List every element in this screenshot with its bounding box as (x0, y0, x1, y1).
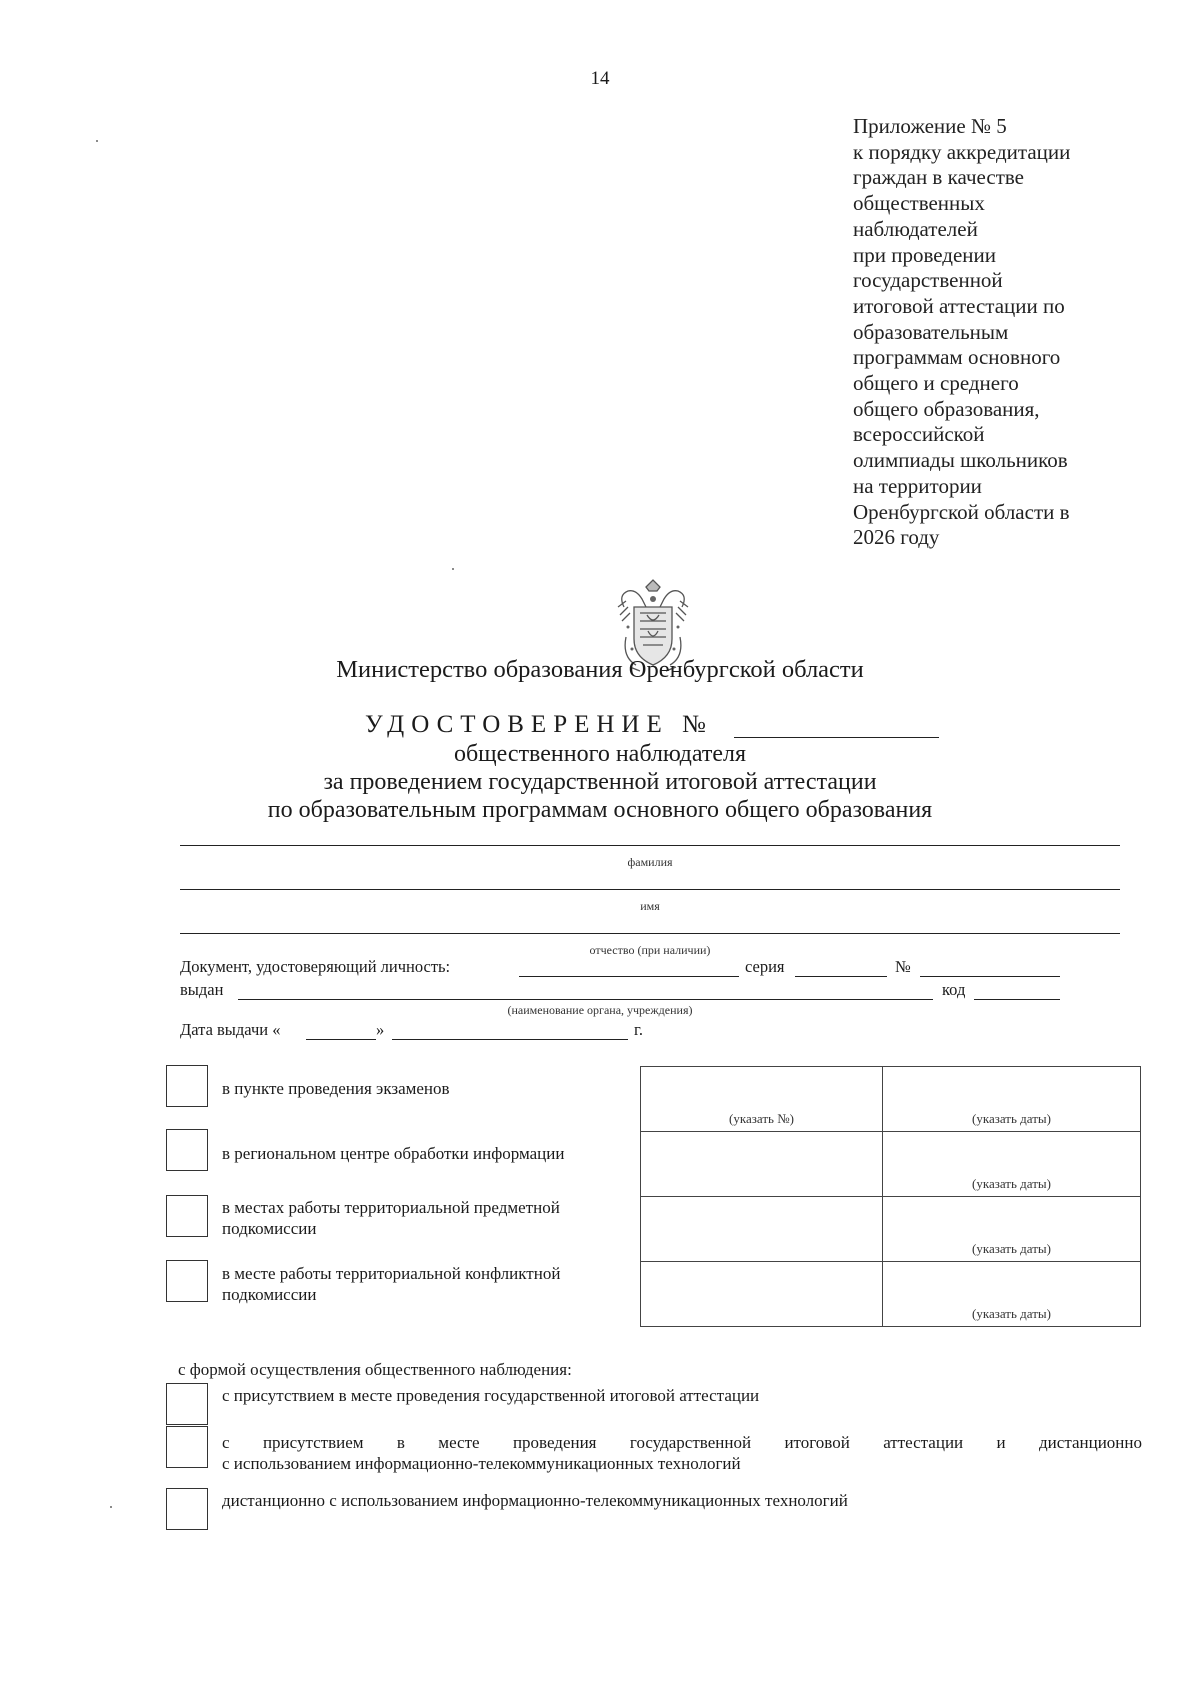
table-row (641, 1067, 1141, 1132)
dates-cell[interactable] (883, 1067, 1141, 1132)
observation-mode-checkbox[interactable] (166, 1488, 208, 1530)
page-number: 14 (590, 68, 610, 89)
location-checkbox[interactable] (166, 1260, 208, 1302)
dates-caption: (указать даты) (972, 1176, 1051, 1191)
appendix-line: всероссийской (853, 422, 985, 447)
document-number-field[interactable] (920, 976, 1060, 977)
dates-caption: (указать даты) (972, 1306, 1051, 1321)
location-label: в местах работы территориальной предметной подкомиссии (222, 1198, 560, 1238)
appendix-line: к порядку аккредитации (853, 139, 1071, 164)
document-label: Документ, удостоверяющий личность: (180, 957, 451, 976)
appendix-line: общего образования, (853, 396, 1040, 421)
appendix-line: общественных (853, 191, 985, 216)
name-field[interactable] (180, 889, 1120, 890)
issue-date-close: » (376, 1020, 385, 1039)
table-row (641, 1197, 1141, 1262)
observation-form-label: с формой осуществления общественного наблюдения: (178, 1360, 572, 1379)
certificate-number-field[interactable] (734, 737, 939, 738)
dates-cell[interactable] (883, 1197, 1141, 1262)
appendix-line: на территории (853, 473, 982, 498)
number-cell[interactable] (641, 1132, 883, 1197)
certificate-title: УДОСТОВЕРЕНИЕ № (365, 711, 713, 738)
location-checkbox[interactable] (166, 1129, 208, 1171)
observation-mode-label: дистанционно с использованием информационно-телекоммуникационных технологий (222, 1491, 848, 1510)
location-label: в региональном центре обработки информации (222, 1144, 565, 1163)
dates-cell[interactable] (883, 1132, 1141, 1197)
surname-field[interactable] (180, 845, 1120, 846)
dates-cell[interactable] (883, 1262, 1141, 1327)
dates-caption: (указать даты) (972, 1241, 1051, 1256)
scan-speck (96, 140, 98, 142)
year-suffix: г. (634, 1020, 644, 1039)
location-checkbox[interactable] (166, 1065, 208, 1107)
location-label: в месте работы территориальной конфликтной подкомиссии (222, 1264, 561, 1304)
appendix-line: при проведении (853, 242, 997, 267)
observation-mode-label: с присутствием в месте проведения государственной итоговой аттестации (222, 1386, 760, 1405)
issued-label: выдан (180, 980, 224, 999)
name-caption: имя (640, 899, 660, 913)
issue-date-label: Дата выдачи « (180, 1020, 281, 1039)
series-label: серия (745, 957, 785, 976)
scan-speck (110, 1506, 112, 1508)
location-details-table (640, 1066, 1141, 1327)
appendix-line: Оренбургской области в (853, 499, 1070, 524)
appendix-line: образовательным (853, 319, 1009, 344)
number-cell[interactable] (641, 1197, 883, 1262)
appendix-line: олимпиады школьников (853, 448, 1068, 473)
series-field[interactable] (795, 976, 887, 977)
appendix-line: граждан в качестве (853, 165, 1024, 190)
code-label: код (942, 980, 966, 999)
observation-mode-checkbox[interactable] (166, 1383, 208, 1425)
appendix-line: 2026 году (853, 525, 940, 550)
patronymic-caption: отчество (при наличии) (589, 943, 711, 957)
table-row (641, 1132, 1141, 1197)
issuer-field[interactable] (238, 999, 933, 1000)
scan-speck (452, 568, 454, 570)
number-cell[interactable] (641, 1262, 883, 1327)
appendix-reference (853, 114, 1173, 551)
issuer-caption: (наименование органа, учреждения) (507, 1003, 693, 1017)
number-cell[interactable] (641, 1067, 883, 1132)
number-label: № (895, 957, 911, 976)
certificate-subtitle: по образовательным программам основного общего образования (267, 797, 933, 823)
appendix-line: итоговой аттестации по (853, 293, 1065, 318)
appendix-line: государственной (853, 268, 1003, 293)
code-field[interactable] (974, 999, 1060, 1000)
table-row (641, 1262, 1141, 1327)
location-checkbox[interactable] (166, 1195, 208, 1237)
issue-day-field[interactable] (306, 1039, 376, 1040)
document-type-field[interactable] (519, 976, 739, 977)
issue-month-year-field[interactable] (392, 1039, 628, 1040)
dates-caption: (указать даты) (972, 1111, 1051, 1126)
certificate-subtitle: за проведением государственной итоговой аттестации (323, 769, 877, 795)
appendix-line: программам основного (853, 345, 1061, 370)
certificate-subtitle: общественного наблюдателя (453, 741, 747, 767)
number-caption: (указать №) (729, 1111, 794, 1126)
observation-mode-checkbox[interactable] (166, 1426, 208, 1468)
patronymic-field[interactable] (180, 933, 1120, 934)
appendix-line: Приложение № 5 (853, 114, 1007, 138)
ministry-name: Министерство образования Оренбургской области (336, 656, 864, 683)
observation-mode-label: с присутствием в месте проведения государственной итоговой аттестации и дистанционно (222, 1433, 1142, 1452)
appendix-line: общего и среднего (853, 371, 1019, 396)
location-label: в пункте проведения экзаменов (222, 1079, 450, 1098)
observation-mode-label-continued: с использованием информационно-телекоммуникационных технологий (222, 1454, 741, 1473)
appendix-line: наблюдателей (853, 216, 978, 241)
surname-caption: фамилия (627, 855, 673, 869)
